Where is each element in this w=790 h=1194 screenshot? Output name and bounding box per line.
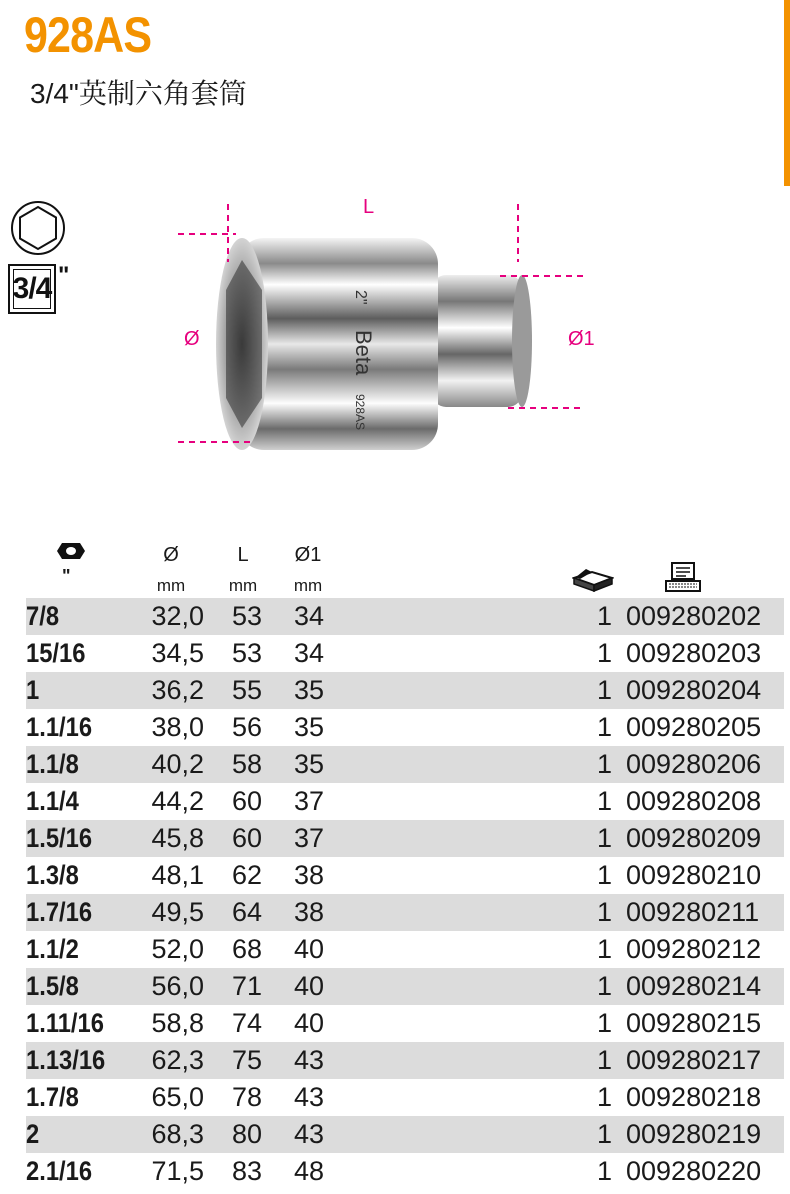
cell-diameter: 49,5	[151, 897, 204, 927]
column-unit-diameter1: mm	[293, 576, 323, 595]
cell-size: 1.5/16	[26, 823, 93, 853]
table-row	[26, 1153, 784, 1190]
cell-diameter1: 43	[293, 1045, 324, 1075]
cell-article-code: 009280215	[626, 1008, 762, 1038]
cell-article-code: 009280209	[626, 823, 762, 853]
cell-size: 1.13/16	[26, 1045, 106, 1075]
cell-quantity: 1	[596, 675, 612, 705]
cell-article-code: 009280220	[626, 1156, 762, 1186]
cell-size: 15/16	[26, 638, 86, 668]
cell-diameter: 62,3	[151, 1045, 204, 1075]
page-subtitle: 3/4"英制六角套筒	[30, 78, 247, 109]
column-unit-length: mm	[228, 576, 258, 595]
cell-length: 56	[231, 712, 262, 742]
cell-size: 1.7/16	[26, 897, 93, 927]
cell-quantity: 1	[596, 1156, 612, 1186]
cell-size: 1.1/4	[26, 786, 79, 816]
cell-size: 1.3/8	[26, 860, 79, 890]
cell-diameter1: 35	[293, 712, 324, 742]
cell-diameter1: 43	[293, 1082, 324, 1112]
cell-size: 1.11/16	[26, 1008, 104, 1038]
page-title: 928AS	[24, 7, 152, 63]
cell-diameter1: 40	[293, 971, 324, 1001]
cell-diameter1: 37	[293, 786, 324, 816]
cell-diameter1: 40	[293, 1008, 324, 1038]
cell-size: 1.1/8	[26, 749, 79, 779]
cell-diameter1: 35	[293, 675, 324, 705]
cell-length: 60	[231, 823, 262, 853]
cell-length: 58	[231, 749, 262, 779]
engraving-size: 2"	[352, 290, 369, 305]
cell-article-code: 009280204	[626, 675, 762, 705]
engraving-brand: Beta	[351, 330, 376, 376]
cell-quantity: 1	[596, 1045, 612, 1075]
cell-diameter: 48,1	[151, 860, 204, 890]
cell-length: 80	[231, 1119, 262, 1149]
cell-length: 68	[231, 934, 262, 964]
table-row	[26, 968, 784, 1005]
cell-size: 1.1/16	[26, 712, 93, 742]
cell-quantity: 1	[596, 712, 612, 742]
cell-diameter1: 37	[293, 823, 324, 853]
size-unit-header: "	[62, 566, 71, 586]
cell-length: 75	[231, 1045, 262, 1075]
cell-quantity: 1	[596, 860, 612, 890]
cell-quantity: 1	[596, 749, 612, 779]
cell-quantity: 1	[596, 1008, 612, 1038]
cell-size: 1.1/2	[26, 934, 79, 964]
table-row	[26, 1042, 784, 1079]
cell-article-code: 009280212	[626, 934, 762, 964]
cell-diameter: 34,5	[151, 638, 204, 668]
column-unit-diameter: mm	[156, 576, 186, 595]
cell-article-code: 009280219	[626, 1119, 762, 1149]
table-row	[26, 635, 784, 672]
cell-size: 1.7/8	[26, 1082, 79, 1112]
cell-quantity: 1	[596, 601, 612, 631]
cell-article-code: 009280208	[626, 786, 762, 816]
table-row	[26, 598, 784, 635]
cell-diameter1: 40	[293, 934, 324, 964]
cell-article-code: 009280217	[626, 1045, 762, 1075]
cell-diameter1: 43	[293, 1119, 324, 1149]
cell-diameter: 32,0	[151, 601, 204, 631]
table-row	[26, 894, 784, 931]
cell-diameter: 38,0	[151, 712, 204, 742]
cell-diameter1: 38	[293, 860, 324, 890]
cell-quantity: 1	[596, 934, 612, 964]
cell-diameter1: 34	[293, 601, 324, 631]
cell-diameter: 56,0	[151, 971, 204, 1001]
cell-article-code: 009280210	[626, 860, 762, 890]
drive-inch-mark: "	[58, 262, 70, 289]
column-header-length: L	[237, 544, 249, 566]
cell-size: 2.1/16	[26, 1156, 93, 1186]
brand-accent-bar	[784, 0, 790, 186]
cell-length: 53	[231, 601, 262, 631]
cell-diameter: 71,5	[151, 1156, 204, 1186]
cell-quantity: 1	[596, 638, 612, 668]
cell-diameter1: 48	[293, 1156, 324, 1186]
cell-length: 64	[231, 897, 262, 927]
table-row	[26, 1005, 784, 1042]
cell-diameter: 65,0	[151, 1082, 204, 1112]
cell-article-code: 009280214	[626, 971, 762, 1001]
cell-length: 74	[231, 1008, 262, 1038]
table-row	[26, 746, 784, 783]
cell-quantity: 1	[596, 897, 612, 927]
cell-article-code: 009280202	[626, 601, 762, 631]
table-row	[26, 931, 784, 968]
cell-article-code: 009280206	[626, 749, 762, 779]
cell-size: 1	[26, 675, 40, 705]
table-row	[26, 709, 784, 746]
cell-length: 60	[231, 786, 262, 816]
cell-length: 83	[231, 1156, 262, 1186]
cell-quantity: 1	[596, 971, 612, 1001]
cell-diameter1: 34	[293, 638, 324, 668]
socket-illustration	[170, 190, 590, 480]
cell-diameter: 58,8	[151, 1008, 204, 1038]
hexagon-icon	[10, 200, 66, 256]
cell-diameter: 40,2	[151, 749, 204, 779]
cell-diameter: 68,3	[151, 1119, 204, 1149]
column-header-diameter: Ø	[163, 544, 179, 566]
cell-size: 7/8	[26, 601, 60, 631]
dimension-label-diameter1: Ø1	[568, 328, 595, 350]
cell-size: 2	[26, 1119, 40, 1149]
cell-quantity: 1	[596, 823, 612, 853]
package-box-icon	[572, 568, 614, 592]
column-header-diameter1: Ø1	[294, 544, 322, 566]
cell-length: 55	[231, 675, 262, 705]
cell-article-code: 009280205	[626, 712, 762, 742]
table-row	[26, 820, 784, 857]
cell-diameter1: 38	[293, 897, 324, 927]
drive-size-label: 3/4	[13, 269, 51, 309]
cell-article-code: 009280211	[626, 897, 760, 927]
cell-length: 53	[231, 638, 262, 668]
table-row	[26, 857, 784, 894]
cell-size: 1.5/8	[26, 971, 79, 1001]
product-table	[26, 598, 784, 1190]
cell-quantity: 1	[596, 1119, 612, 1149]
cell-diameter1: 35	[293, 749, 324, 779]
cell-article-code: 009280203	[626, 638, 762, 668]
cell-diameter: 36,2	[151, 675, 204, 705]
engraving-model: 928AS	[353, 394, 367, 431]
computer-icon	[664, 562, 702, 592]
nut-icon	[56, 540, 86, 562]
cell-quantity: 1	[596, 786, 612, 816]
cell-article-code: 009280218	[626, 1082, 762, 1112]
cell-quantity: 1	[596, 1082, 612, 1112]
cell-diameter: 45,8	[151, 823, 204, 853]
cell-diameter: 52,0	[151, 934, 204, 964]
cell-length: 62	[231, 860, 262, 890]
socket-diagram	[170, 190, 595, 480]
cell-diameter: 44,2	[151, 786, 204, 816]
table-row	[26, 783, 784, 820]
drive-square-icon	[8, 264, 56, 314]
cell-length: 71	[231, 971, 262, 1001]
table-row	[26, 672, 784, 709]
cell-length: 78	[231, 1082, 262, 1112]
dimension-label-diameter: Ø	[184, 328, 200, 350]
table-row	[26, 1079, 784, 1116]
table-row	[26, 1116, 784, 1153]
dimension-label-length: L	[363, 196, 375, 218]
